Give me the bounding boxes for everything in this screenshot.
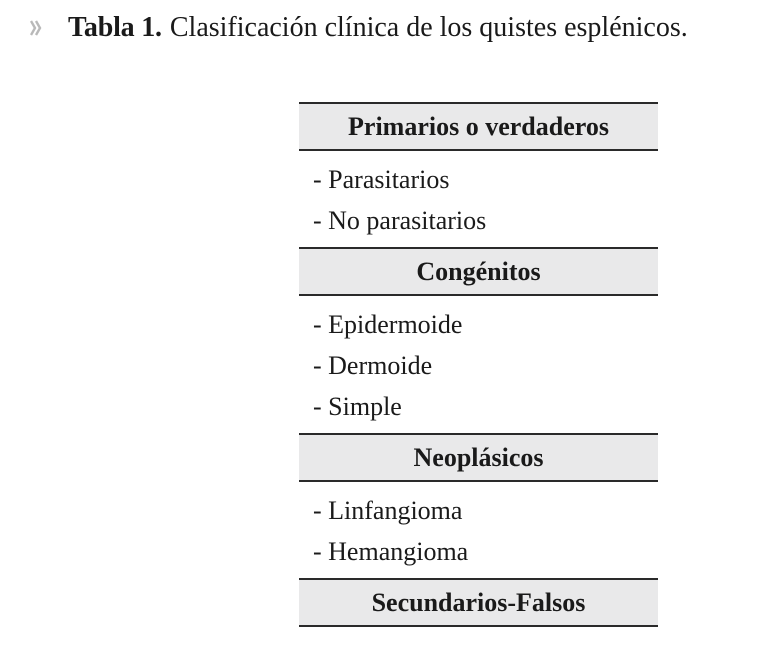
section-items-primarios <box>299 151 658 247</box>
list-item: - Linfangioma <box>313 496 463 525</box>
list-item: - Simple <box>313 392 402 421</box>
double-chevron-right-icon <box>30 18 42 38</box>
list-item: - Hemangioma <box>313 537 469 566</box>
classification-table <box>299 102 658 627</box>
table-caption <box>30 8 688 48</box>
list-item: - Epidermoide <box>313 310 463 339</box>
list-item: - Dermoide <box>313 351 433 380</box>
section-header-primarios: Primarios o verdaderos <box>299 102 658 151</box>
section-items-neoplasicos <box>299 482 658 578</box>
section-header-neoplasicos: Neoplásicos <box>299 433 658 482</box>
list-item: - No parasitarios <box>313 206 487 235</box>
section-items-congenitos <box>299 296 658 433</box>
caption-text: Clasificación clínica de los quistes esplénicos. <box>169 12 688 43</box>
caption-label: Tabla 1. <box>68 12 162 43</box>
section-header-congenitos: Congénitos <box>299 247 658 296</box>
section-header-secundarios: Secundarios-Falsos <box>299 578 658 627</box>
list-item: - Parasitarios <box>313 165 450 194</box>
